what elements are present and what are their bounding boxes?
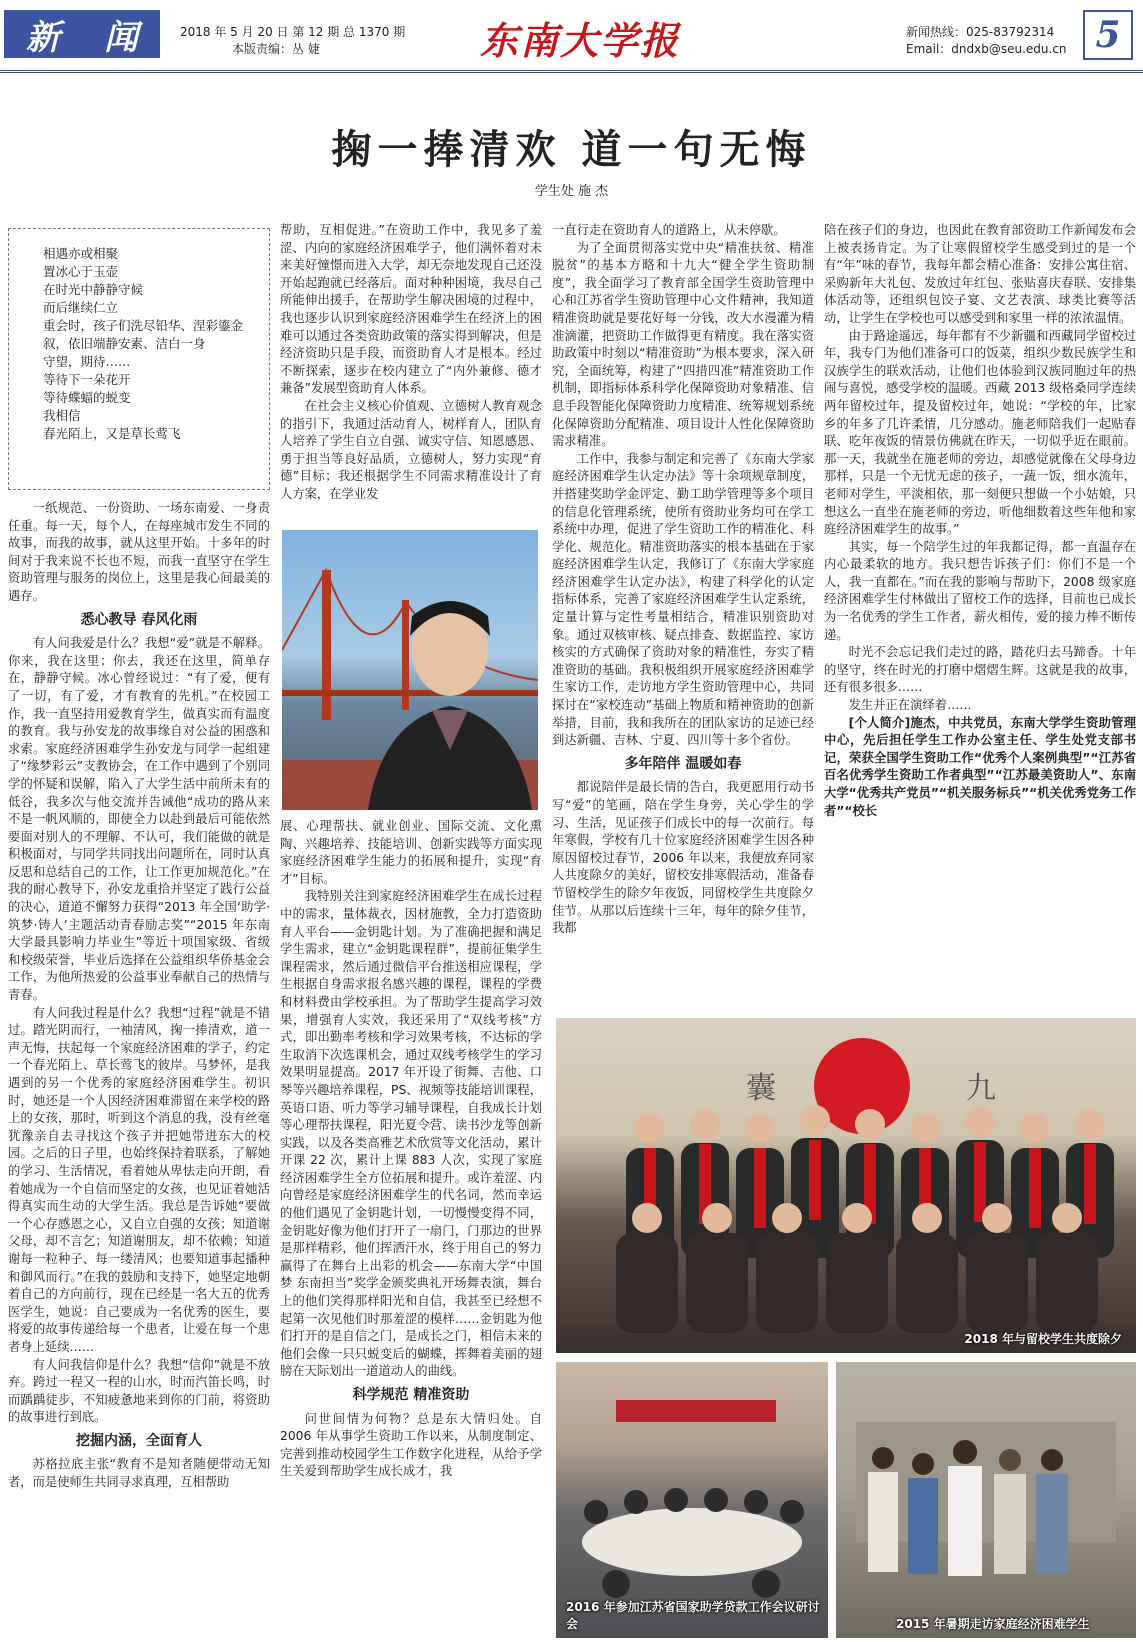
column-4 bbox=[824, 222, 1136, 1012]
column-3 bbox=[552, 222, 814, 1012]
section-char-1: 新 bbox=[26, 17, 60, 58]
paragraph: 其实，每一个陪学生过的年我都记得，都一直温存在内心最柔软的地方。我只想告诉孩子们：你们不是一个人，我一直都在。”而在我的影响与帮助下，2008 级家庭经济困难学生付林做出了留校工作的选择，目前也已成长为一名优秀的学生工作者，薪火相传，爱的接力棒不断传递。 bbox=[824, 539, 1136, 642]
paragraph: 发生并正在演绎着…… bbox=[848, 698, 972, 713]
paragraph: 为了全面贯彻落实党中央“精准扶贫、精准脱贫”的基本方略和十九大“健全学生资助制度”，我全面学习了教育部全国学生资助管理中心和江苏省学生资助管理中心文件精神，我知道精准资助就是要花好每一分钱，改大水漫灌为精准滴灌，把资助工作做得更有精度。我在落实资助政策中时刻以“精准资助”为根本要求，深入研究，全面统筹，构建了“四措四准”精准资助工作机制，即指标体系科学化保障资助对象精准、信息手段智能化保障资助力度精准、统筹规划系统化保障资助分配精准、项目设计人性化保障资助需求精准。 bbox=[552, 240, 814, 449]
author-bio: [个人简介]施杰，中共党员，东南大学学生资助管理中心，先后担任学生工作办公室主任、学生处党支部书记，荣获全国学生资助工作“优秀个人案例典型”“江苏省百名优秀学生资助工作者典型”“江苏最美资助人”、东南大学“优秀共产党员”“机关服务标兵”“机关优秀党务工作者”“校长 bbox=[824, 715, 1136, 818]
hotline: 新闻热线：025-83792314 bbox=[906, 25, 1055, 39]
email: Email：dndxb@seu.edu.cn bbox=[906, 42, 1067, 56]
contact-info bbox=[906, 24, 1067, 58]
poem-line: 春光陌上，又是草长莺飞 bbox=[43, 426, 181, 441]
section-label bbox=[4, 10, 160, 58]
paragraph: 一纸规范、一份资助、一场东南爱、一身责任重。每一天，每个人，在每座城市发生不同的故事，而我的故事，就从这里开始。十多年的时间对于我来说不长也不短，而我一直坚守在学生资助管理与服务的岗位上，这里是我心间最美的遇存。 bbox=[8, 501, 270, 603]
poem-line: 等待下一朵花开 bbox=[43, 372, 131, 387]
home-visit-photo bbox=[836, 1362, 1136, 1638]
subheading: 悉心教导 春风化雨 bbox=[80, 611, 198, 628]
paragraph: 问世间情为何物？总是东大情归处。自 2006 年从事学生资助工作以来，从制度制定、完善到推动校园学生工作数字化进程，从给予学生关爱到帮助学生成长成才，我 bbox=[280, 1411, 542, 1479]
group-photo-caption: 2018 年与留校学生共度除夕 bbox=[964, 1332, 1122, 1346]
poem-line: 我相信 bbox=[43, 408, 81, 423]
paragraph: 时光不会忘记我们走过的路，踏花归去马蹄香。十年的坚守，终在时光的打磨中熠熠生辉。这就是我的故事，还有很多很多…… bbox=[824, 645, 1136, 695]
page-header bbox=[0, 0, 1143, 73]
issue-info bbox=[180, 24, 405, 58]
meeting-illustration bbox=[556, 1362, 828, 1638]
subheading: 挖掘内涵，全面育人 bbox=[76, 1432, 202, 1449]
section-char-2: 闻 bbox=[104, 17, 138, 58]
paragraph: 有人问我信仰是什么？我想“信仰”就是不放弃。跨过一程又一程的山水，时而汽笛长鸣，时而踽踽徒步，不知疲惫地来到你的门前，将资助的故事进行到底。 bbox=[8, 1357, 270, 1425]
issue-line: 2018 年 5 月 20 日 第 12 期 总 1370 期 bbox=[180, 25, 406, 39]
paragraph: 陪在孩子们的身边，也因此在教育部资助工作新闻发布会上被表扬肯定。为了让寒假留校学生感受到过的是一个有“年”味的春节，我每年都会精心准备：安排公寓住宿、采购新年大礼包、发放过年红包、张贴喜庆春联、安排集体活动等，还组织包饺子宴、文艺表演、球类比赛等活动，让学生在学校也可以感受到和家里一样的浓浓温情。 bbox=[824, 223, 1136, 325]
poem-line: 叙，依旧端静安素、洁白一身 bbox=[43, 336, 206, 351]
column-2-bottom bbox=[280, 818, 542, 1638]
poem-line: 在时光中静静守候 bbox=[43, 282, 144, 297]
paragraph: 帮助，互相促进。”在资助工作中，我见多了羞涩、内向的家庭经济困难学子，他们满怀着对未来美好憧憬而进入大学，却无奈地发现自己还没开始起跑就已经落后。面对种种困境，我尽自己所能伸出援手，在帮助学生解决困境的过程中，我也逐步认识到家庭经济困难学生在经济上的困难可以通过各类资助政策的落实得到解决，但是经济资助只是手段，而资助育人才是根本。经过不断探索，逐步在校内建立了“内外兼修、德才兼备”发展型资助育人体系。 bbox=[280, 223, 542, 396]
paragraph: 苏格拉底主张“教育不是知者随便带动无知者，而是使师生共同寻求真理，互相帮助 bbox=[8, 1457, 270, 1490]
paragraph: 在社会主义核心价值观、立德树人教育观念的指引下，我通过活动育人，树样育人，团队育人培养了学生自立自强、诚实守信、知恩感恩、勇于担当等良好品质，立德树人，努力实现“育德”目标；我还根据学生不同需求精准设计了育人方案，在学业发 bbox=[280, 398, 542, 501]
paragraph: 有人问我过程是什么？我想“过程”就是不错过。踏光阴而行，一袖清风，掬一捧清欢，道一声无悔，扶起每一个家庭经济困难的学子，约定一个春光陌上、草长莺飞的彼岸。马梦怀，是我遇到的另一个优秀的家庭经济困难学生。初识时，她还是一个人因经济困难滞留在来学校的路上的女孩，那时，听到这个消息的我，没有丝毫犹豫亲自去寻找这个孩子并把她带进东大的校园。之后的日子里，也始终保持着联系，了解她的学习、生活情况，看着她从卑怯走向开朗，看着她成为一个自信而坚定的女孩，也见证着她活得真实而生动的大学生活。我总是告诉她“要做一个心存感恩之心，又自立自强的女孩；知道谢父母，却不言乞；知道谢朋友，却不依赖；知道谢每一粒种子、每一缕清风；也要知道事起播种和御风而行。”在我的鼓励和支持下，她坚定地朝着自己的方向前行，现在已经是一名大五的优秀医学生，她说：自己要成为一名优秀的医生，要将爱的故事传递给每一个患者，让爱在每一个患者身上延续…… bbox=[8, 1005, 270, 1354]
poem-line: 而后继续仁立 bbox=[43, 300, 119, 315]
poem-line: 等待蝶蝠的蜕变 bbox=[43, 390, 131, 405]
column-2-top bbox=[280, 222, 542, 524]
group-photo bbox=[556, 1018, 1136, 1353]
home-visit-illustration bbox=[836, 1362, 1136, 1638]
home-visit-photo-caption: 2015 年暑期走访家庭经济困难学生 bbox=[896, 1617, 1090, 1631]
page-number: 5 bbox=[1083, 10, 1133, 60]
subheading: 科学规范 精准资助 bbox=[352, 1387, 470, 1403]
paragraph: 有人问我爱是什么？我想“爱”就是不解释。你来，我在这里；你去，我还在这里，简单存在，静静守候。冰心曾经说过：“有了爱，便有了一切，有了爱，才有教育的先机。”在校园工作，我一直坚持用爱教育学生，做真实而有温度的教育。我与孙安龙的故事缘自对公益的困惑和求索。家庭经济困难学生孙安龙与同学一起组建了“缘梦彩云”支教协会，在工作中遇到了个别同学的怀疑和误解，陷入了大学生活中前所未有的低谷，我多次与他交流并告诫他“成功的路从来不是一帆风顺的，即使全力以赴到最后可能依然要面对别人的不理解、不认可，我们能做的就是积极面对，与同学共同找出问题所在，同时认真反思和总结自己的工作，让工作更加规范化。”在我的耐心教导下，孙安龙重拾并坚定了践行公益的决心，道道不懈努力获得“2013 年全国‘助学·筑梦·铸人’主题活动青春励志奖”“2015 年东南大学最具影响力毕业生”等近十项国家级、省级和校级荣誉，毕业后选择在公益组织华侨基金会工作，为他所热爱的公益事业奉献自己的热情与青春。 bbox=[8, 636, 270, 1003]
article-title: 掬一捧清欢 道一句无悔 bbox=[331, 126, 812, 173]
poem-box bbox=[8, 228, 270, 490]
paragraph: 一直行走在资助育人的道路上，从未停歇。 bbox=[552, 223, 786, 237]
svg-text:囊: 囊 bbox=[746, 1071, 776, 1106]
subheading: 多年陪伴 温暖如春 bbox=[624, 755, 742, 772]
poem-line: 相遇亦或相聚 bbox=[43, 246, 119, 261]
masthead-logo: 东南大学报 bbox=[480, 18, 681, 63]
editor-line: 本版责编：丛 婕 bbox=[232, 42, 320, 56]
portrait-photo bbox=[282, 530, 538, 810]
column-1 bbox=[8, 500, 270, 1638]
paragraph: 由于路途遥远，每年都有不少新疆和西藏同学留校过年，我专门为他们准备可口的饭菜，组织少数民族学生和汉族学生的联欢活动，让他们也体验到汉族同胞过年的热闹与喜悦，感受学校的温暖。西藏 2013 级格桑同学连续两年留校过年，提及留校过年，她说：“学校的年，比家乡的年多了几许柔情，几分感动。施老师陪我们一起贴春联、吃年夜饭的情景仿佛就在昨天，一切似乎近在眼前。那一天，我就坐在施老师的旁边，却感觉就像在父母身边那样，只是一个无忧无虑的孩子，一蔬一饭，细水流年，老师对学生，平淡相依，那一刻便只想做一个小姑娘，只想这么一直坐在施老师的旁边，听他细数着这些年他和家庭经济困难学生的故事。” bbox=[824, 328, 1136, 537]
svg-text:九: 九 bbox=[966, 1071, 996, 1106]
poem-line: 重会时，孩子们洗尽铅华、涅彩鎏金 bbox=[43, 318, 244, 333]
paragraph: 工作中，我参与制定和完善了《东南大学家庭经济困难学生认定办法》等十余项规章制度，并搭建奖助学金评定、勤工助学管理等多个项目的信息化管理系统，使所有资助业务均可在学工系统中办理，促进了学生资助工作的精准化、科学化、规范化。精准资助落实的根本基础在于家庭经济困难学生认定，我修订了《东南大学家庭经济困难学生认定办法》，构建了科学化的认定指标体系，完善了家庭经济困难学生认定系统，定量计算与定性考量相结合，精准识别资助对象。通过双核审核、疑点排查、数据监控、家访核实的方式确保了资助对象的精准性，夯实了精准资助的基础。我积极组织开展家庭经济困难学生家访工作，走访地方学生资助管理中心，共同探讨在“家校连动”基础上物质和精神资助的创新举措，目前，我和我所在的团队家访的足迹已经到达新疆、吉林、宁夏、四川等十多个省份。 bbox=[552, 451, 814, 748]
poem-line: 置冰心于玉壶 bbox=[43, 264, 119, 279]
article-byline: 学生处 施 杰 bbox=[534, 184, 609, 199]
paragraph: 展、心理帮扶、就业创业、国际交流、文化熏陶、兴趣培养、技能培训、创新实践等方面实现家庭经济困难学生能力的拓展和提升，实现“育才”目标。 bbox=[280, 819, 542, 886]
golden-gate-bridge-illustration bbox=[282, 530, 538, 810]
meeting-photo bbox=[556, 1362, 828, 1638]
poem-line: 守望，期待…… bbox=[43, 354, 131, 369]
group-illustration bbox=[556, 1018, 1136, 1353]
paragraph: 我特别关注到家庭经济困难学生在成长过程中的需求，量体裁衣，因材施教，全力打造资助育人平台——金钥匙计划。为了准确把握和满足学生需求，建立“金钥匙课程群”，提前征集学生课程需求，然后通过微信平台推送相应课程，学生根据自身需求报名感兴趣的课程，课程的学费和材料费由学校承担。为了帮助学生提高学习效果，增强育人实效，我还采用了“双线考核”方式，即出勤率考核和学习效果考核，不达标的学生取消下次选课机会，通过双线考核学生的学习效果明显提高。2017 年开设了街舞、吉他、口琴等兴趣培养课程，PS、视频等技能培训课程，英语口语、听力等学习辅导课程，自我成长计划等心理帮扶课程，阳光夏令营、读书沙龙等创新实践，以及各类高雅艺术欣赏等文化活动，累计开课 22 次，累计上课 883 人次，实现了家庭经济困难学生全方位拓展和提升。或许羞涩、内向曾经是家庭经济困难学生的代名词，然而幸运的他们遇见了金钥匙计划，一切慢慢变得不同，金钥匙好像为他们打开了一扇门，门那边的世界是那样精彩，他们挥洒汗水，终于用自己的努力赢得了在舞台上出彩的机会——东南大学“中国梦 东南担当”奖学金颁奖典礼开场舞表演，舞台上的他们笑得那样阳光和自信，我甚至已经想不起第一次见他们时那羞涩的模样……金钥匙为他们打开的是自信之门，是成长之门，相信未来的他们会像一只只蜕变后的蝴蝶，挥舞着美丽的翅膀在天际划出一道道动人的曲线。 bbox=[280, 889, 542, 1379]
meeting-photo-caption: 2016 年参加江苏省国家助学贷款工作会议研讨会 bbox=[566, 1600, 820, 1631]
paragraph: 都说陪伴是最长情的告白，我更愿用行动书写“爱”的笔画，陪在学生身旁，关心学生的学习、生活，见证孩子们成长中的每一次前行。每年寒假，学校有几十位家庭经济困难学生因各种原因留校过春节，2006 年以来，我便放弃同家人共度除夕的美好，留校安排寒假活动，准备春节留校学生的除夕年夜饭，同留校学生共度除夕佳节。从那以后连续十三年，每年的除夕佳节，我都 bbox=[552, 780, 814, 936]
